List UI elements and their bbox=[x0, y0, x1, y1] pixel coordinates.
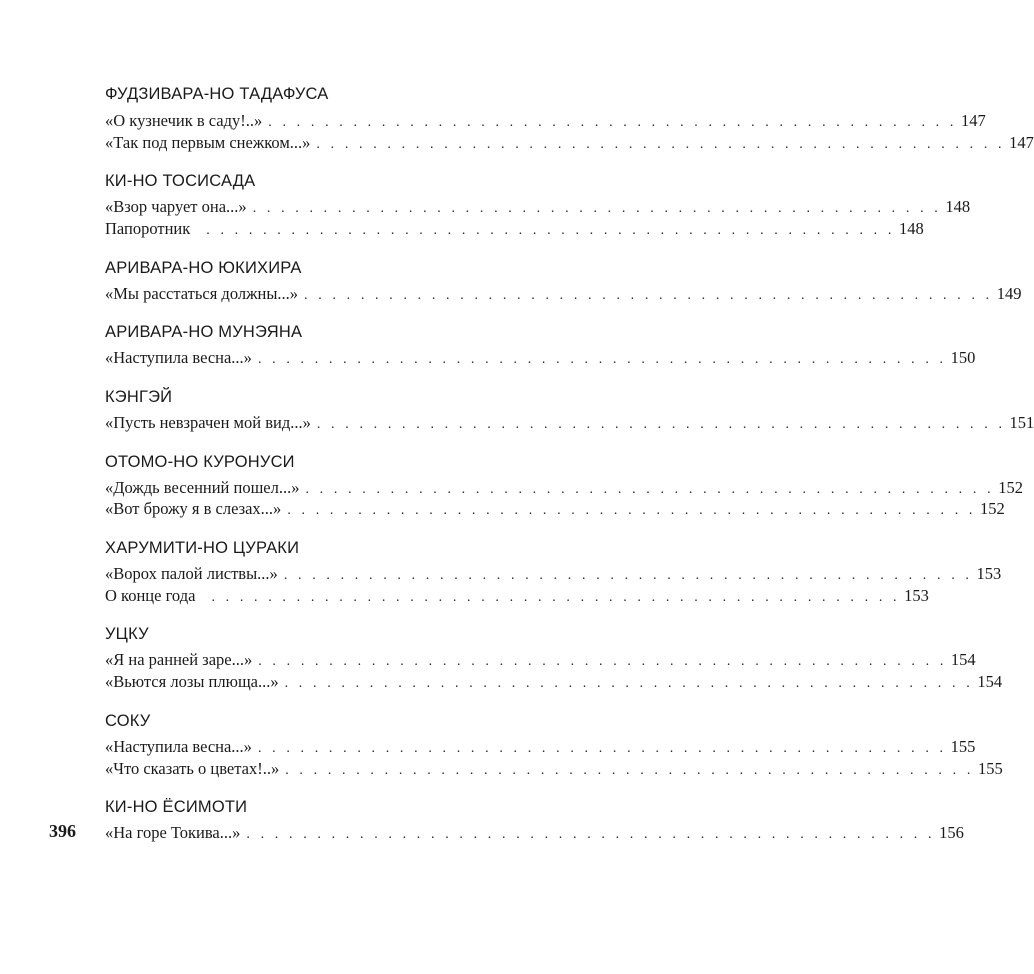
toc-entry[interactable] bbox=[105, 111, 986, 131]
toc-entry[interactable] bbox=[105, 499, 1005, 519]
author-heading: АРИВАРА-НО МУНЭЯНА bbox=[105, 323, 303, 341]
toc-entry[interactable] bbox=[105, 564, 1002, 584]
author-heading: УЦКУ bbox=[105, 625, 149, 643]
toc-entry[interactable] bbox=[105, 197, 971, 217]
entry-page: 152 bbox=[998, 478, 1023, 497]
author-heading: КЭНГЭЙ bbox=[105, 388, 173, 406]
entry-title: «Дождь весенний пошел...» bbox=[105, 478, 300, 497]
entry-page: 148 bbox=[945, 197, 971, 216]
entry-page: 151 bbox=[1009, 413, 1034, 432]
dot-leader: . . . . . . . . . . . . . . . . . . . . . . . . . . . . . . . . . . . . . . . . . . . . . . . . . bbox=[268, 115, 957, 130]
entry-title: «Наступила весна...» bbox=[105, 737, 252, 756]
dot-leader: . . . . . . . . . . . . . . . . . . . . . . . . . . . . . . . . . . . . . . . . . . . . . . . . . bbox=[257, 741, 947, 756]
entry-title: «О кузнечик в саду!..» bbox=[105, 111, 263, 130]
toc-entry[interactable] bbox=[105, 133, 1034, 153]
entry-title: «Что сказать о цветах!..» bbox=[105, 759, 280, 778]
entry-page: 149 bbox=[996, 284, 1022, 303]
entry-title: «Вот брожу я в слезах...» bbox=[105, 499, 282, 518]
entry-page: 156 bbox=[939, 823, 964, 842]
toc-entry[interactable] bbox=[105, 219, 924, 239]
entry-title: «Я на ранней заре...» bbox=[105, 650, 253, 669]
author-heading: СОКУ bbox=[105, 712, 151, 730]
toc-entry[interactable] bbox=[105, 478, 1023, 498]
author-heading: ХАРУМИТИ-НО ЦУРАКИ bbox=[105, 539, 300, 557]
toc-entry[interactable] bbox=[105, 586, 929, 606]
page-number: 396 bbox=[49, 821, 76, 841]
dot-leader: . . . . . . . . . . . . . . . . . . . . . . . . . . . . . . . . . . . . . . . . . . . . . . . . . bbox=[284, 676, 974, 691]
toc-entry[interactable] bbox=[105, 759, 1003, 779]
entry-title: «Так под первым снежком...» bbox=[105, 133, 311, 152]
toc-entry[interactable] bbox=[105, 823, 964, 843]
dot-leader: . . . . . . . . . . . . . . . . . . . . . . . . . . . . . . . . . . . . . . . . . . . . . . . . . bbox=[283, 568, 973, 583]
entry-page: 148 bbox=[898, 219, 924, 238]
author-heading: АРИВАРА-НО ЮКИХИРА bbox=[105, 259, 302, 277]
entry-title: «На горе Токива...» bbox=[105, 823, 241, 842]
entry-page: 154 bbox=[977, 672, 1003, 691]
dot-leader: . . . . . . . . . . . . . . . . . . . . . . . . . . . . . . . . . . . . . . . . . . . . . . . . . bbox=[285, 763, 974, 778]
entry-page: 147 bbox=[960, 111, 986, 130]
entry-page: 150 bbox=[950, 348, 976, 367]
dot-leader: . . . . . . . . . . . . . . . . . . . . . . . . . . . . . . . . . . . . . . . . . . . . . . . . . bbox=[211, 590, 901, 605]
author-heading: КИ-НО ЁСИМОТИ bbox=[105, 798, 248, 816]
dot-leader: . . . . . . . . . . . . . . . . . . . . . . . . . . . . . . . . . . . . . . . . . . . . . . . . . bbox=[304, 288, 993, 303]
dot-leader: . . . . . . . . . . . . . . . . . . . . . . . . . . . . . . . . . . . . . . . . . . . . . . . . . bbox=[257, 352, 947, 367]
toc-entry[interactable] bbox=[105, 348, 976, 368]
entry-page: 155 bbox=[977, 759, 1003, 778]
entry-page: 152 bbox=[980, 499, 1005, 518]
dot-leader: . . . . . . . . . . . . . . . . . . . . . . . . . . . . . . . . . . . . . . . . . . . . . . . . . bbox=[206, 223, 895, 238]
dot-leader: . . . . . . . . . . . . . . . . . . . . . . . . . . . . . . . . . . . . . . . . . . . . . . . . . bbox=[316, 137, 1006, 152]
toc-entry[interactable] bbox=[105, 650, 976, 670]
entry-title: «Пусть невзрачен мой вид...» bbox=[105, 413, 311, 432]
author-heading: ОТОМО-НО КУРОНУСИ bbox=[105, 453, 295, 471]
dot-leader: . . . . . . . . . . . . . . . . . . . . . . . . . . . . . . . . . . . . . . . . . . . . . . . . . bbox=[287, 503, 977, 518]
entry-title: Папоротник bbox=[105, 219, 191, 238]
entry-title: «Взор чарует она...» bbox=[105, 197, 247, 216]
toc-entry[interactable] bbox=[105, 672, 1003, 692]
dot-leader: . . . . . . . . . . . . . . . . . . . . . . . . . . . . . . . . . . . . . . . . . . . . . . . . . bbox=[246, 827, 936, 842]
entry-title: «Ворох палой листвы...» bbox=[105, 564, 278, 583]
entry-title: «Вьются лозы плюща...» bbox=[105, 672, 279, 691]
toc-entry[interactable] bbox=[105, 413, 1034, 433]
toc-entry[interactable] bbox=[105, 284, 1022, 304]
entry-title: «Наступила весна...» bbox=[105, 348, 252, 367]
author-heading: КИ-НО ТОСИСАДА bbox=[105, 172, 256, 190]
entry-page: 153 bbox=[976, 564, 1002, 583]
dot-leader: . . . . . . . . . . . . . . . . . . . . . . . . . . . . . . . . . . . . . . . . . . . . . . . . . bbox=[305, 482, 995, 497]
entry-page: 147 bbox=[1009, 133, 1034, 152]
dot-leader: . . . . . . . . . . . . . . . . . . . . . . . . . . . . . . . . . . . . . . . . . . . . . . . . . bbox=[258, 654, 947, 669]
dot-leader: . . . . . . . . . . . . . . . . . . . . . . . . . . . . . . . . . . . . . . . . . . . . . . . . . bbox=[252, 201, 942, 216]
entry-page: 154 bbox=[950, 650, 976, 669]
toc-entry[interactable] bbox=[105, 737, 976, 757]
entry-page: 153 bbox=[904, 586, 929, 605]
entry-title: О конце года bbox=[105, 586, 196, 605]
entry-page: 155 bbox=[950, 737, 976, 756]
dot-leader: . . . . . . . . . . . . . . . . . . . . . . . . . . . . . . . . . . . . . . . . . . . . . . . . . bbox=[316, 417, 1006, 432]
author-heading: ФУДЗИВАРА-НО ТАДАФУСА bbox=[105, 85, 329, 103]
entry-title: «Мы расстаться должны...» bbox=[105, 284, 299, 303]
